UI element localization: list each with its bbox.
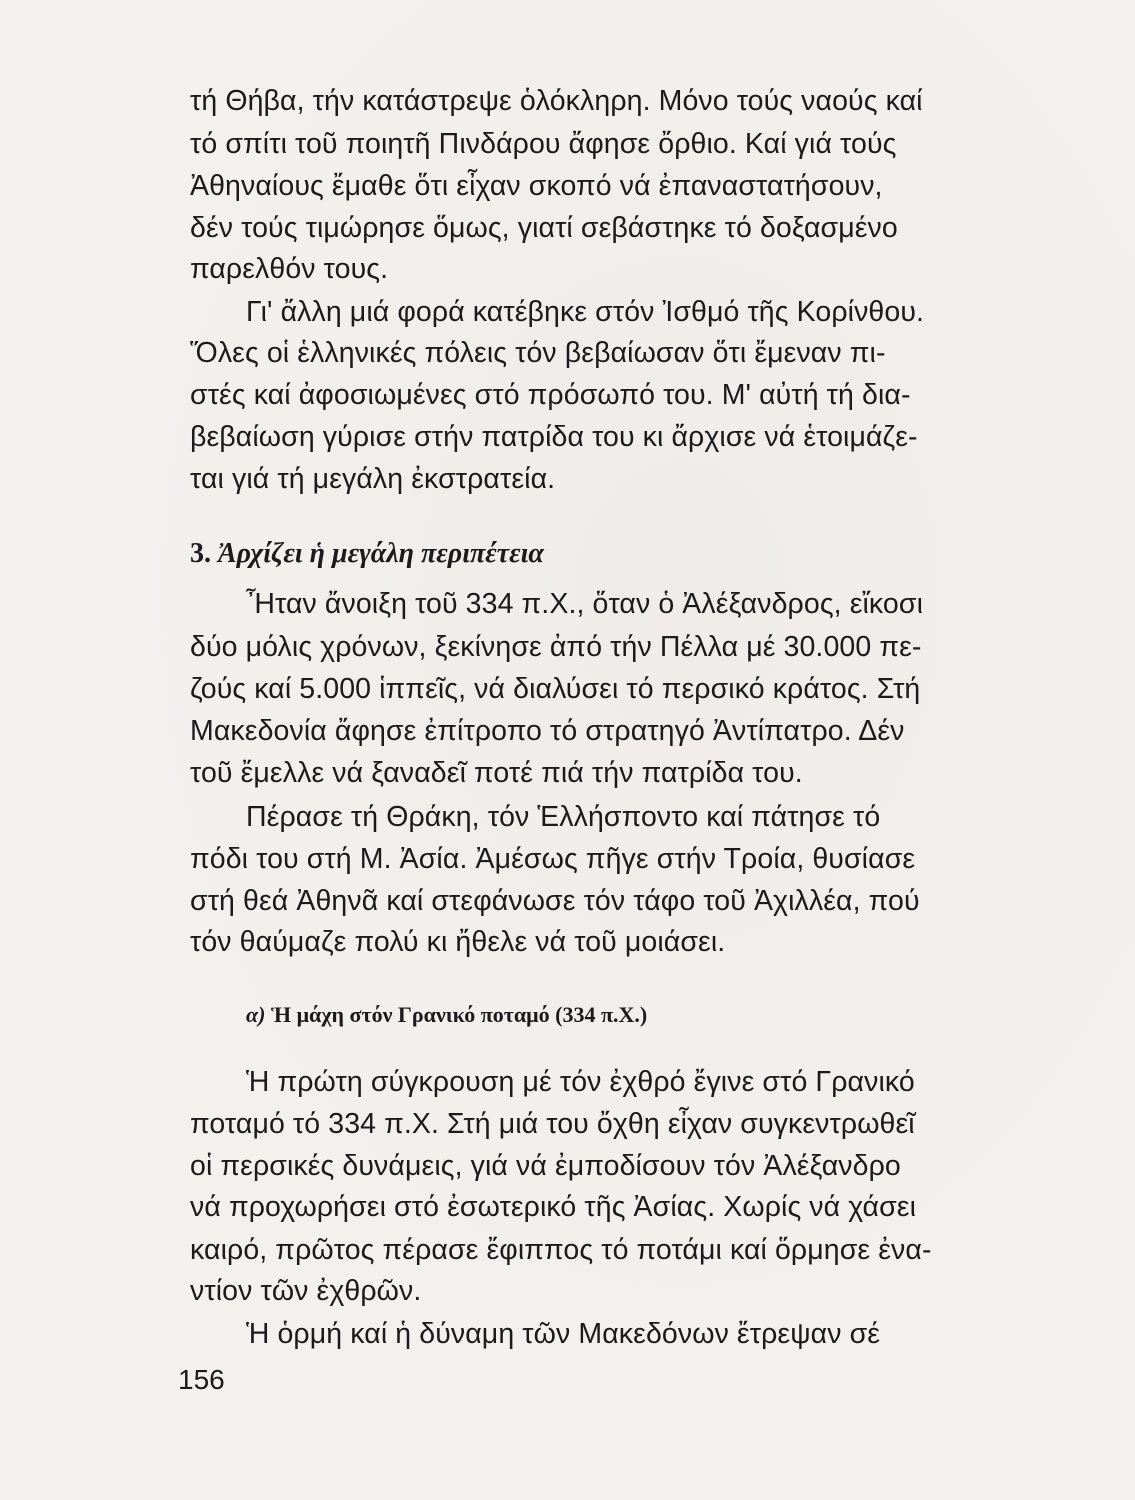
section-heading: [190, 540, 544, 568]
subsection-label: α): [246, 1002, 266, 1027]
text-line: δύο μόλις χρόνων, ξεκίνησε ἀπό τήν Πέλλα μέ 30.000 πε-: [190, 631, 922, 663]
text-line: δέν τούς τιμώρησε ὅμως, γιατί σεβάστηκε τό δοξασμένο: [190, 212, 898, 244]
section-number: 3.: [190, 538, 211, 569]
text-line: Ὅλες οἱ ἑλληνικές πόλεις τόν βεβαίωσαν ὅτι ἔμεναν πι-: [190, 337, 886, 369]
text-line: Πέρασε τή Θράκη, τόν Ἑλλήσποντο καί πάτησε τό: [246, 801, 881, 833]
text-line: Ἦταν ἄνοιξη τοῦ 334 π.Χ., ὅταν ὁ Ἀλέξανδρος, εἴκοσι: [246, 588, 924, 620]
page-number: 156: [178, 1364, 225, 1395]
text-line: τοῦ ἔμελλε νά ξαναδεῖ ποτέ πιά τήν πατρίδα του.: [190, 757, 803, 789]
text-line: νά προχωρήσει στό ἐσωτερικό τῆς Ἀσίας. Χωρίς νά χάσει: [190, 1191, 917, 1223]
text-line: οἱ περσικές δυνάμεις, γιά νά ἐμποδίσουν τόν Ἀλέξανδρο: [190, 1150, 901, 1182]
subsection-heading: [246, 1004, 647, 1026]
text-line: Μακεδονία ἄφησε ἐπίτροπο τό στρατηγό Ἀντίπατρο. Δέν: [190, 715, 905, 747]
text-line: ποταμό τό 334 π.Χ. Στή μιά του ὄχθη εἶχαν συγκεντρωθεῖ: [190, 1108, 915, 1140]
text-line: καιρό, πρῶτος πέρασε ἔφιππος τό ποτάμι καί ὅρμησε ἐνα-: [190, 1234, 932, 1266]
text-line: στές καί ἀφοσιωμένες στό πρόσωπό του. Μ' αὐτή τή δια-: [190, 379, 911, 411]
text-line: πόδι του στή Μ. Ἀσία. Ἀμέσως πῆγε στήν Τροία, θυσίασε: [190, 843, 916, 875]
text-line: Γι' ἄλλη μιά φορά κατέβηκε στόν Ἰσθμό τῆς Κορίνθου.: [246, 296, 925, 328]
text-line: στή θεά Ἀθηνᾶ καί στεφάνωσε τόν τάφο τοῦ Ἀχιλλέα, πού: [190, 885, 920, 917]
text-line: Ἡ πρώτη σύγκρουση μέ τόν ἐχθρό ἔγινε στό Γρανικό: [246, 1066, 915, 1098]
text-line: τόν θαύμαζε πολύ κι ἤθελε νά τοῦ μοιάσει.: [190, 926, 726, 958]
subsection-title: Ἡ μάχη στόν Γρανικό ποταμό (334 π.Χ.): [271, 1002, 648, 1027]
text-line: παρελθόν τους.: [190, 253, 389, 285]
text-line: Ἡ ὁρμή καί ἡ δύναμη τῶν Μακεδόνων ἔτρεψαν σέ: [246, 1318, 881, 1350]
text-line: τό σπίτι τοῦ ποιητῆ Πινδάρου ἄφησε ὄρθιο. Καί γιά τούς: [190, 128, 897, 160]
section-title: Ἀρχίζει ἡ μεγάλη περιπέτεια: [218, 538, 544, 569]
text-line: ζούς καί 5.000 ἱππεῖς, νά διαλύσει τό περσικό κράτος. Στή: [190, 673, 921, 705]
text-line: βεβαίωση γύρισε στήν πατρίδα του κι ἄρχισε νά ἑτοιμάζε-: [190, 421, 918, 453]
text-line: τή Θήβα, τήν κατάστρεψε ὁλόκληρη. Μόνο τούς ναούς καί: [190, 85, 923, 117]
text-line: Ἀθηναίους ἔμαθε ὅτι εἶχαν σκοπό νά ἐπαναστατήσουν,: [190, 170, 883, 202]
text-line: ται γιά τή μεγάλη ἐκστρατεία.: [190, 463, 556, 495]
text-line: ντίον τῶν ἐχθρῶν.: [190, 1275, 422, 1307]
